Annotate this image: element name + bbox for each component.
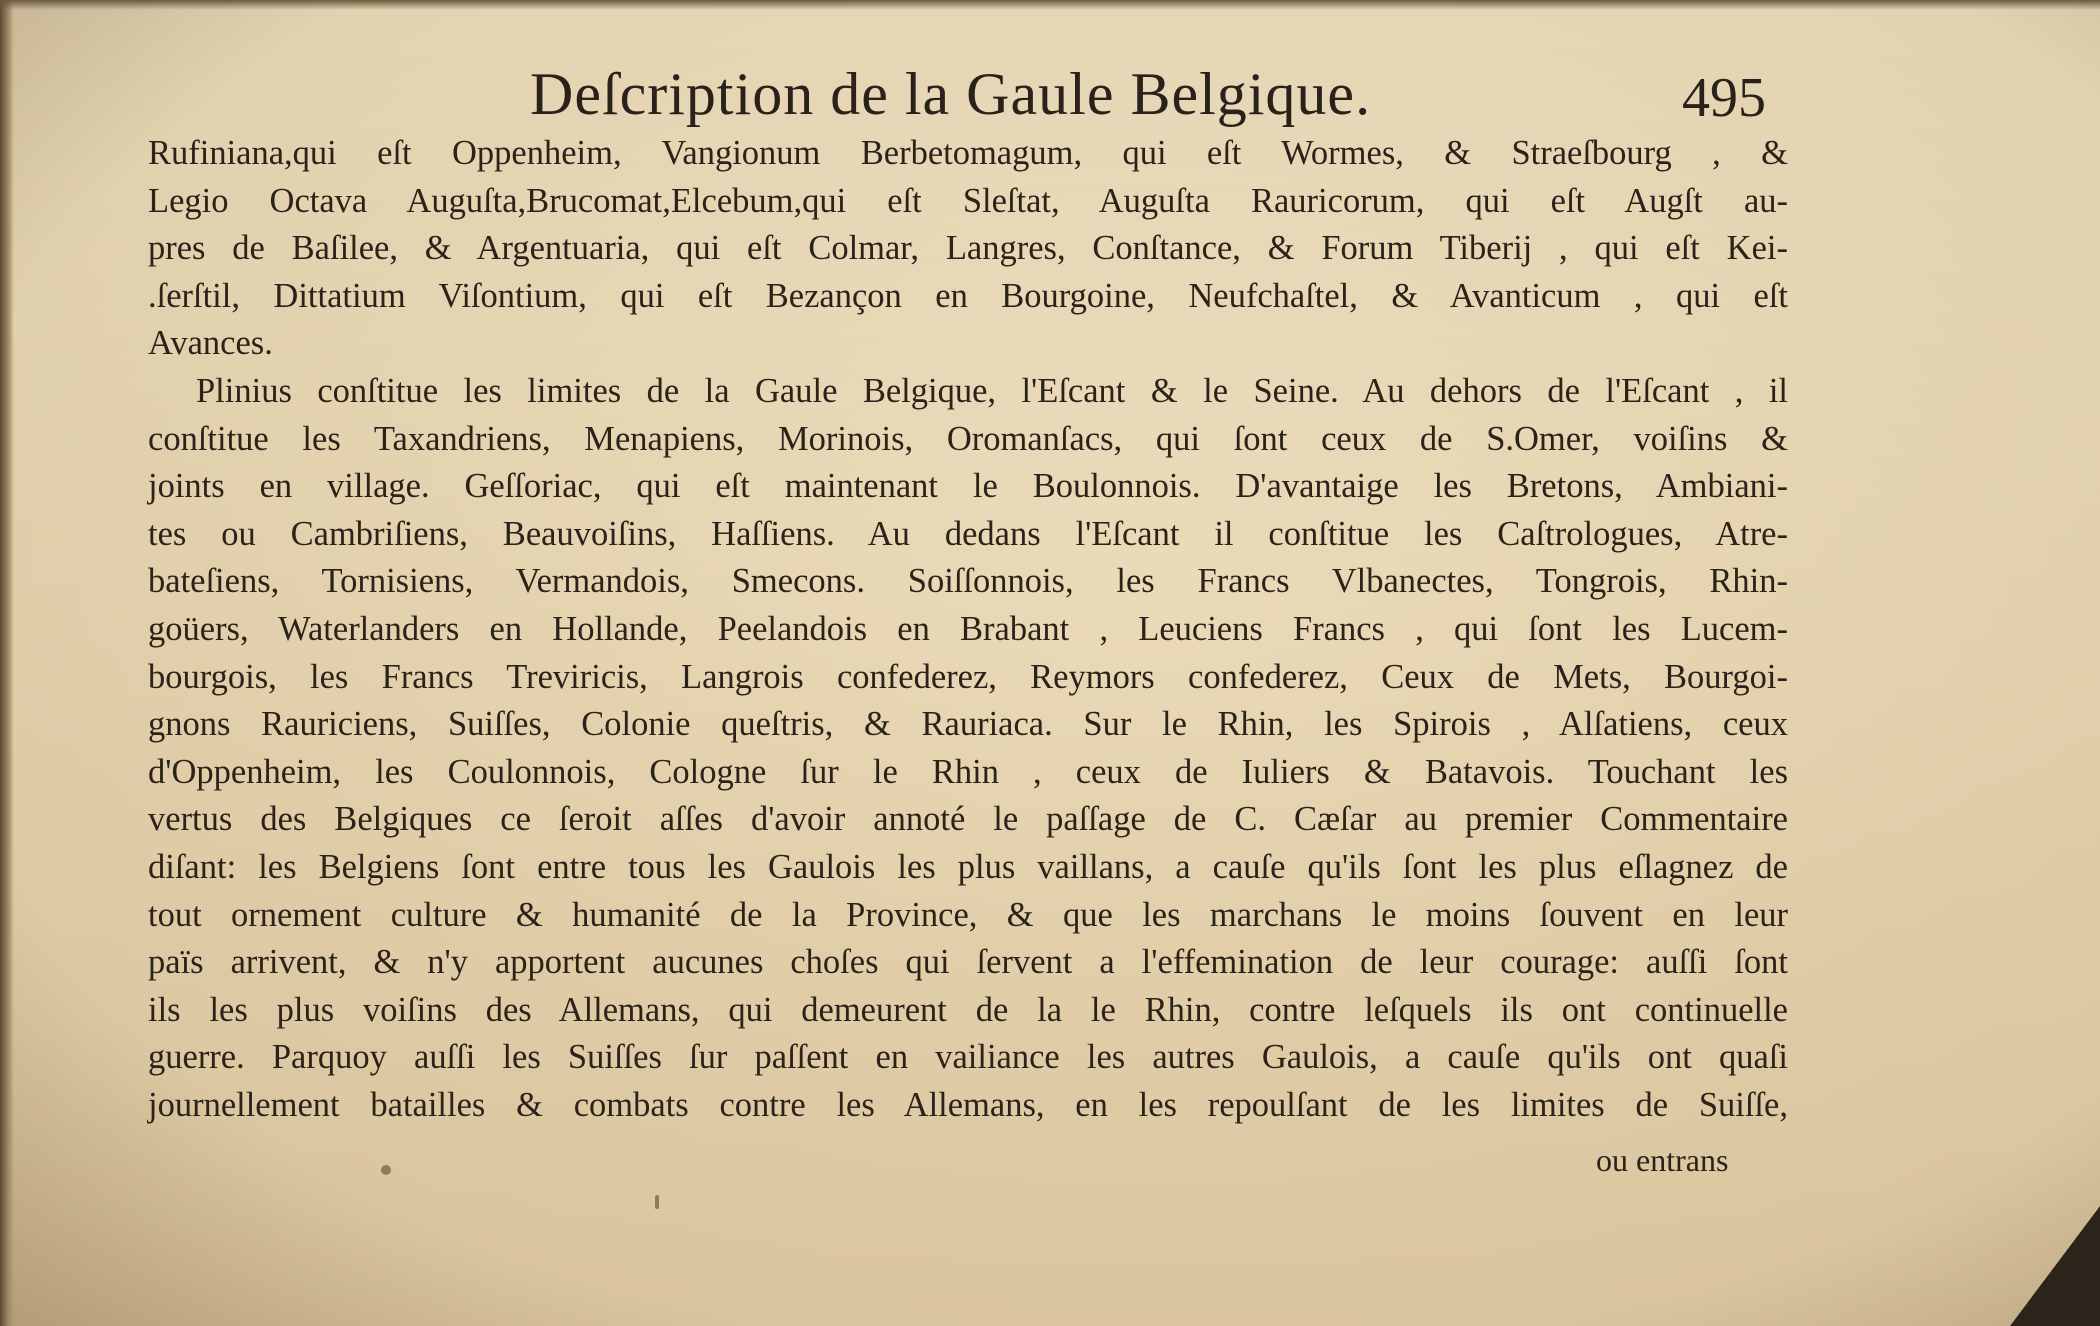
catchword: ou entrans: [1596, 1142, 1729, 1178]
text-line: conſtitue les Taxandriens, Menapiens, Morinois, Oromanſacs, qui ſont ceux de S.Omer, voiſins &: [148, 419, 1788, 458]
page-number: 495: [1682, 67, 1766, 129]
text-line: diſant: les Belgiens ſont entre tous les Gaulois les plus vaillans, a cauſe qu'ils ſont les plus eſlagnez de: [148, 847, 1788, 886]
text-line: païs arrivent, & n'y apportent aucunes choſes qui ſervent a l'effemination de leur courage: auſſi ſont: [148, 943, 1788, 982]
paragraph-1: [148, 130, 1788, 368]
page-top-edge: [0, 0, 2100, 10]
running-title: Deſcription de la Gaule Belgique.: [530, 61, 1372, 127]
text-line: journellement batailles & combats contre les Allemans, en les repoulſant de les limites de Suiſſe,: [148, 1085, 1788, 1124]
text-line: Avances.: [148, 324, 273, 363]
text-line: vertus des Belgiques ce ſeroit aſſes d'avoir annoté le paſſage de C. Cæſar au premier Commentaire: [148, 800, 1788, 839]
page-header: [0, 52, 2100, 142]
page-corner-shadow: [2010, 1206, 2100, 1326]
text-line: d'Oppenheim, les Coulonnois, Cologne ſur le Rhin , ceux de Iuliers & Batavois. Touchant les: [148, 752, 1788, 791]
text-line: tes ou Cambriſiens, Beauvoiſins, Haſſiens. Au dedans l'Eſcant il conſtitue les Caſtrologues, Atre-: [148, 514, 1788, 553]
text-line: guerre. Parquoy auſſi les Suiſſes ſur paſſent en vailiance les autres Gaulois, a cauſe qu'ils ont quaſi: [148, 1038, 1788, 1077]
text-line: goüers, Waterlanders en Hollande, Peelandois en Brabant , Leuciens Francs , qui ſont les Lucem-: [148, 609, 1788, 648]
text-line: .ſerſtil, Dittatium Viſontium, qui eſt Bezançon en Bourgoine, Neufchaſtel, & Avanticum , qui eſt: [148, 276, 1788, 315]
ink-spot: [381, 1165, 391, 1175]
text-line: tout ornement culture & humanité de la Province, & que les marchans le moins ſouvent en leur: [148, 895, 1788, 934]
text-line: gnons Rauriciens, Suiſſes, Colonie queſtris, & Rauriaca. Sur le Rhin, les Spirois , Alſatiens, ceux: [148, 705, 1788, 744]
paragraph-2: [148, 368, 1788, 1130]
text-line: ils les plus voiſins des Allemans, qui demeurent de la le Rhin, contre leſquels ils ont continuelle: [148, 990, 1788, 1029]
text-line: pres de Baſilee, & Argentuaria, qui eſt Colmar, Langres, Conſtance, & Forum Tiberij , qui eſt Kei-: [148, 229, 1788, 268]
page-spine-shadow: [0, 0, 14, 1326]
ink-spot: [655, 1195, 659, 1209]
text-line: joints en village. Geſſoriac, qui eſt maintenant le Boulonnois. D'avantaige les Bretons, Ambiani-: [148, 467, 1788, 506]
body-text: [148, 130, 1788, 1129]
text-line: Rufiniana,qui eſt Oppenheim, Vangionum Berbetomagum, qui eſt Wormes, & Straeſbourg , &: [148, 134, 1788, 172]
text-line: Legio Octava Auguſta,Brucomat,Elcebum,qui eſt Sleſtat, Auguſta Rauricorum, qui eſt Augſt au-: [148, 181, 1788, 220]
text-line: bateſiens, Tornisiens, Vermandois, Smecons. Soiſſonnois, les Francs Vlbanectes, Tongrois, Rhin-: [148, 562, 1788, 601]
text-line: bourgois, les Francs Treviricis, Langrois confederez, Reymors confederez, Ceux de Mets, Bourgoi-: [148, 657, 1788, 696]
text-line: Plinius conſtitue les limites de la Gaule Belgique, l'Eſcant & le Seine. Au dehors de l'Eſcant , il: [196, 371, 1788, 410]
